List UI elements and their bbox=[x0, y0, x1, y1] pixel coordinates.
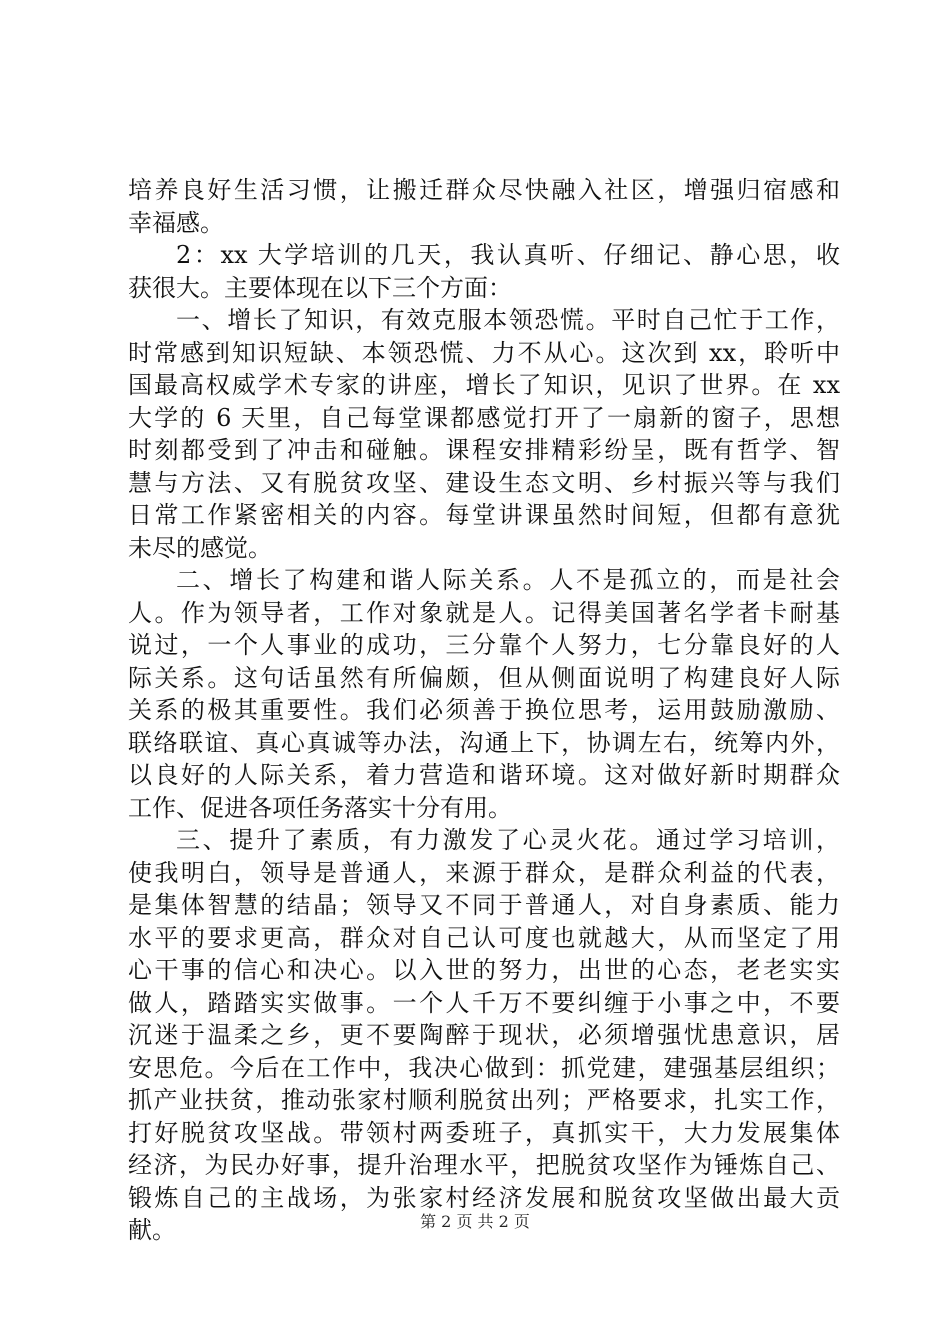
text-line: 未尽的感觉。 bbox=[128, 533, 272, 562]
text-line: 际关系。这句话虽然有所偏颇，但从侧面说明了构建良好人际 bbox=[128, 663, 840, 692]
text-line: 联络联谊、真心真诚等办法，沟通上下，协调左右，统筹内外， bbox=[128, 728, 840, 757]
text-line: 抓产业扶贫，推动张家村顺利脱贫出列；严格要求，扎实工作， bbox=[128, 1086, 840, 1114]
text-line: 慧与方法、又有脱贫攻坚、建设生态文明、乡村振兴等与我们 bbox=[128, 468, 840, 497]
text-line: 做人，踏踏实实做事。一个人千万不要纠缠于小事之中，不要 bbox=[128, 988, 840, 1017]
text-line: 日常工作紧密相关的内容。每堂讲课虽然时间短，但都有意犹 bbox=[128, 501, 840, 529]
text-line: 使我明白，领导是普通人，来源于群众，是群众利益的代表， bbox=[128, 858, 840, 887]
text-line: 大学的 6 天里，自己每堂课都感觉打开了一扇新的窗子，思想 bbox=[128, 403, 840, 432]
text-line: 二、增长了构建和谐人际关系。人不是孤立的，而是社会 bbox=[176, 566, 840, 594]
text-line: 时常感到知识短缺、本领恐慌、力不从心。这次到 xx，聆听中 bbox=[128, 338, 840, 367]
text-line: 幸福感。 bbox=[128, 208, 224, 237]
text-line: 心干事的信心和决心。以入世的努力，出世的心态，老老实实 bbox=[128, 956, 840, 984]
text-line: 关系的极其重要性。我们必须善于换位思考，运用鼓励激励、 bbox=[128, 696, 840, 724]
text-line: 水平的要求更高，群众对自己认可度也就越大，从而坚定了用 bbox=[128, 923, 840, 952]
text-line: 人。作为领导者，工作对象就是人。记得美国著名学者卡耐基 bbox=[128, 598, 840, 627]
text-line: 以良好的人际关系，着力营造和谐环境。这对做好新时期群众 bbox=[128, 761, 840, 789]
text-line: 三、提升了素质，有力激发了心灵火花。通过学习培训， bbox=[176, 826, 840, 854]
text-line: 安思危。今后在工作中，我决心做到：抓党建，建强基层组织； bbox=[128, 1053, 840, 1082]
text-line: 是集体智慧的结晶；领导又不同于普通人，对自身素质、能力 bbox=[128, 891, 840, 919]
page-footer: 第 2 页 共 2 页 bbox=[420, 1212, 530, 1231]
text-line: 献。 bbox=[128, 1216, 176, 1244]
text-line: 培养良好生活习惯，让搬迁群众尽快融入社区，增强归宿感和 bbox=[128, 176, 840, 204]
text-line: 获很大。主要体现在以下三个方面： bbox=[128, 273, 512, 302]
text-line: 一、增长了知识，有效克服本领恐慌。平时自己忙于工作， bbox=[176, 306, 840, 334]
text-line: 经济，为民办好事，提升治理水平，把脱贫攻坚作为锤炼自己、 bbox=[128, 1151, 840, 1179]
document-body bbox=[128, 174, 840, 1247]
text-line: 说过，一个人事业的成功，三分靠个人努力，七分靠良好的人 bbox=[128, 631, 840, 659]
text-line: 2：xx 大学培训的几天，我认真听、仔细记、静心思，收 bbox=[176, 241, 840, 269]
text-line: 工作、促进各项任务落实十分有用。 bbox=[128, 793, 512, 822]
text-line: 锻炼自己的主战场，为张家村经济发展和脱贫攻坚做出最大贡 bbox=[128, 1183, 840, 1212]
text-line: 国最高权威学术专家的讲座，增长了知识，见识了世界。在 xx bbox=[128, 371, 840, 399]
text-line: 打好脱贫攻坚战。带领村两委班子，真抓实干，大力发展集体 bbox=[128, 1118, 840, 1147]
text-line: 沉迷于温柔之乡，更不要陶醉于现状，必须增强忧患意识，居 bbox=[128, 1021, 840, 1049]
text-line: 时刻都受到了冲击和碰触。课程安排精彩纷呈，既有哲学、智 bbox=[128, 436, 840, 464]
